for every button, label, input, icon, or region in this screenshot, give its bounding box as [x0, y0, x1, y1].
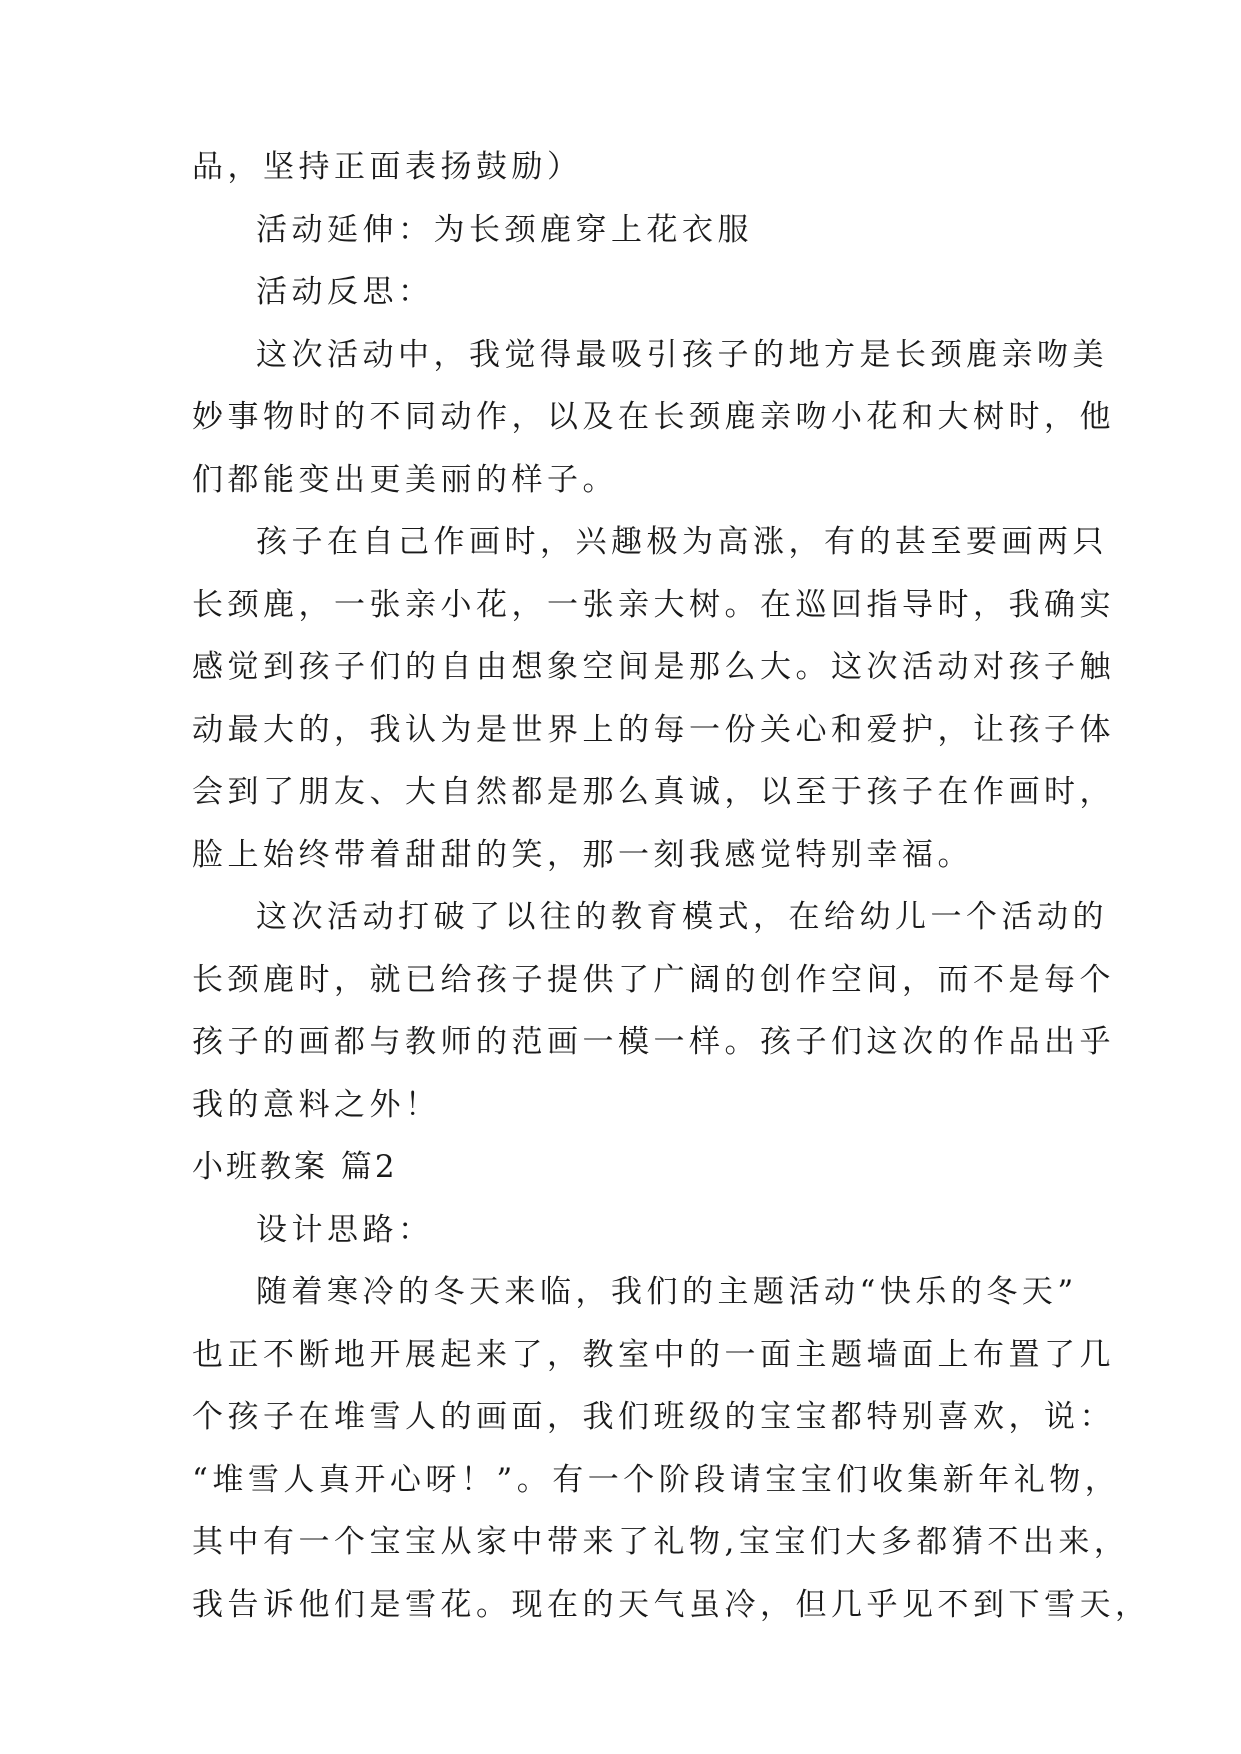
paragraph-line: 我的意料之外！ — [192, 1087, 441, 1123]
paragraph-line: 们都能变出更美丽的样子。 — [192, 462, 618, 498]
paragraph-line: 妙事物时的不同动作，以及在长颈鹿亲吻小花和大树时，他 — [192, 399, 1115, 435]
paragraph-line: 我告诉他们是雪花。现在的天气虽冷，但几乎见不到下雪天， — [192, 1587, 1151, 1623]
paragraph-line: 也正不断地开展起来了，教室中的一面主题墙面上布置了几 — [192, 1337, 1115, 1373]
paragraph-line: 随着寒冷的冬天来临，我们的主题活动“快乐的冬天” — [256, 1274, 1078, 1310]
paragraph-line: 脸上始终带着甜甜的笑，那一刻我感觉特别幸福。 — [192, 837, 973, 873]
paragraph-line: 长颈鹿时，就已给孩子提供了广阔的创作空间，而不是每个 — [192, 962, 1115, 998]
paragraph-line: 动最大的，我认为是世界上的每一份关心和爱护，让孩子体 — [192, 712, 1115, 748]
paragraph-line: 会到了朋友、大自然都是那么真诚，以至于孩子在作画时， — [192, 774, 1115, 810]
paragraph-line: 孩子的画都与教师的范画一模一样。孩子们这次的作品出乎 — [192, 1024, 1115, 1060]
activity-extension-line: 活动延伸：为长颈鹿穿上花衣服 — [256, 212, 753, 248]
section-heading: 小班教案 篇2 — [192, 1149, 398, 1185]
paragraph-line: 其中有一个宝宝从家中带来了礼物,宝宝们大多都猜不出来， — [192, 1524, 1130, 1560]
paragraph-line: 这次活动中，我觉得最吸引孩子的地方是长颈鹿亲吻美 — [256, 337, 1108, 373]
paragraph-line: 感觉到孩子们的自由想象空间是那么大。这次活动对孩子触 — [192, 649, 1115, 685]
paragraph-line: 长颈鹿，一张亲小花，一张亲大树。在巡回指导时，我确实 — [192, 587, 1115, 623]
text-line: 品，坚持正面表扬鼓励） — [192, 149, 583, 185]
paragraph-line: “堆雪人真开心呀！”。有一个阶段请宝宝们收集新年礼物， — [192, 1462, 1121, 1498]
paragraph-line: 这次活动打破了以往的教育模式，在给幼儿一个活动的 — [256, 899, 1108, 935]
section-label-reflection: 活动反思： — [256, 274, 434, 310]
paragraph-line: 孩子在自己作画时，兴趣极为高涨，有的甚至要画两只 — [256, 524, 1108, 560]
section-label-design: 设计思路： — [256, 1212, 434, 1248]
paragraph-line: 个孩子在堆雪人的画面，我们班级的宝宝都特别喜欢，说： — [192, 1399, 1115, 1435]
